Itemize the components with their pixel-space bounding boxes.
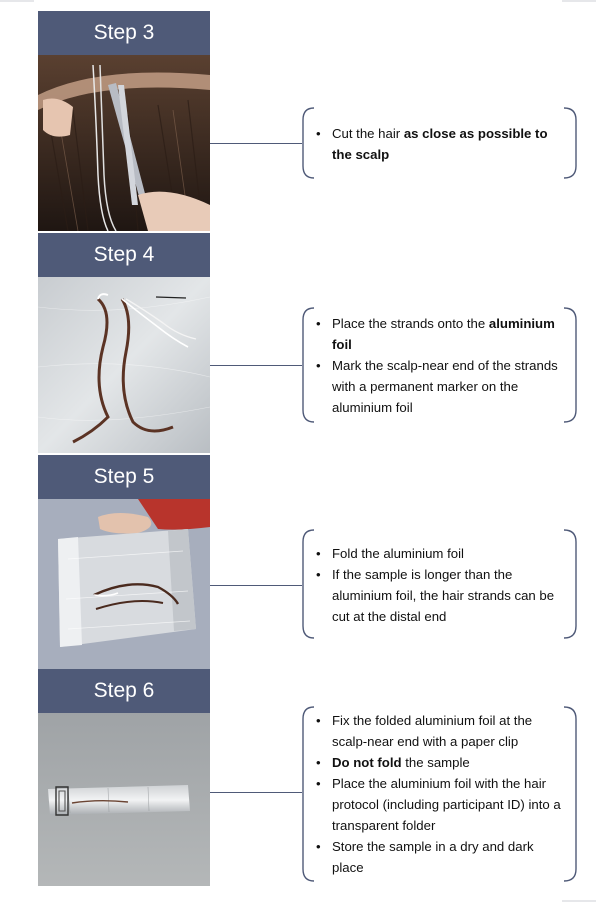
step-4-bullet: • Place the strands onto the aluminium foil bbox=[332, 313, 566, 355]
step-4-bullet: • Mark the scalp-near end of the strands with a permanent marker on the aluminium foil bbox=[332, 355, 566, 418]
step-6-header: Step 6 bbox=[38, 669, 210, 713]
step-3-illustration bbox=[38, 55, 210, 231]
page-corner-mark bbox=[0, 0, 34, 2]
step-6-photo-paper-clip-foil bbox=[38, 713, 210, 886]
step-6-bullet: • Store the sample in a dry and dark place bbox=[332, 836, 566, 878]
step-4-connector-line bbox=[210, 365, 302, 366]
step-5-connector-line bbox=[210, 585, 302, 586]
step-3-instructions bbox=[312, 123, 566, 165]
step-3-bullet: • Cut the hair as close as possible to the scalp bbox=[332, 123, 566, 165]
step-4-illustration bbox=[38, 277, 210, 453]
step-4-photo-strands-on-foil bbox=[38, 277, 210, 453]
step-4-header: Step 4 bbox=[38, 233, 210, 277]
step-5-illustration bbox=[38, 499, 210, 669]
step-5-instructions bbox=[312, 543, 566, 627]
step-5-bullet: • Fold the aluminium foil bbox=[332, 543, 566, 564]
step-6-bullet: • Do not fold the sample bbox=[332, 752, 566, 773]
step-4-instructions bbox=[312, 313, 566, 418]
step-3-header: Step 3 bbox=[38, 11, 210, 55]
step-6-instructions bbox=[312, 710, 566, 878]
step-5-bullet: • If the sample is longer than the aluminium foil, the hair strands can be cut at the distal end bbox=[332, 564, 566, 627]
step-3-connector-line bbox=[210, 143, 302, 144]
step-6-illustration bbox=[38, 713, 210, 886]
step-5-photo-folding-foil bbox=[38, 499, 210, 669]
step-6-bullet: • Fix the folded aluminium foil at the scalp-near end with a paper clip bbox=[332, 710, 566, 752]
step-6-bullet: • Place the aluminium foil with the hair protocol (including participant ID) into a transparent folder bbox=[332, 773, 566, 836]
step-6-connector-line bbox=[210, 792, 302, 793]
page-corner-mark bbox=[562, 0, 596, 2]
step-5-header: Step 5 bbox=[38, 455, 210, 499]
step-3-photo-cutting-hair bbox=[38, 55, 210, 231]
